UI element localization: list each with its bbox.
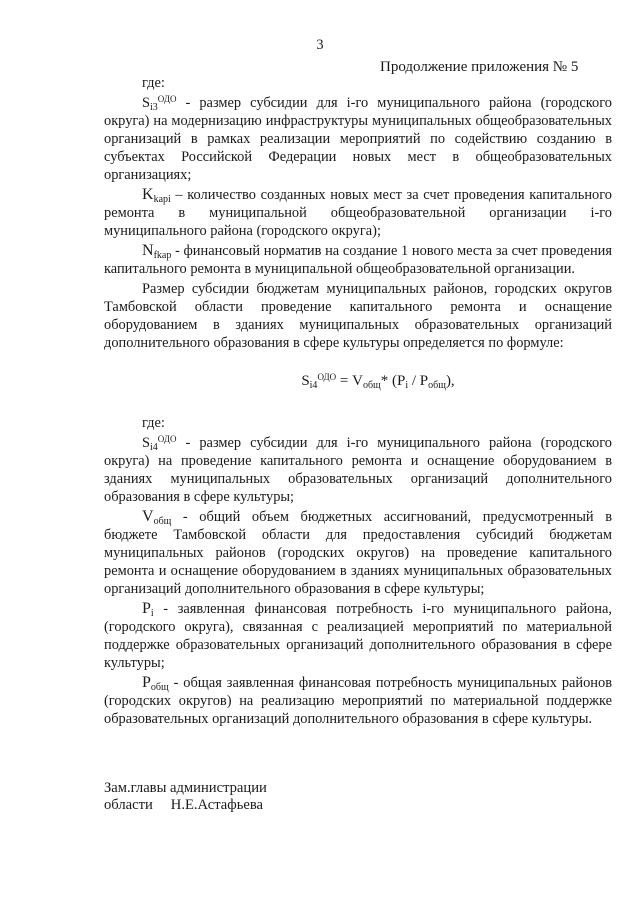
- definition-text: - заявленная финансовая потребность i-го муниципального района, (городского округа), связанная с реализацией мероприятий по материальной поддержке образовательных организаций дополнительного образования в сфере культуры;: [104, 601, 612, 671]
- document-body: [104, 74, 612, 728]
- definition-p-i: [104, 600, 612, 672]
- symbol-s: S: [142, 95, 151, 111]
- definition-s-i3: [104, 94, 612, 184]
- symbol-n-subscript: fkap: [153, 250, 172, 261]
- signature-line-2: [104, 797, 267, 814]
- formula-lhs-symbol: S: [301, 373, 310, 389]
- formula-lhs-subscript: i4: [309, 380, 318, 391]
- signature-region: области: [104, 797, 153, 813]
- definition-text: - размер субсидии для i-го муниципального района (городского округа) на модернизацию инфраструктуры муниципальных общеобразовательных организаций в рамках реализации мероприятий по содействию созданию в субъектах Российской Федерации новых мест в общеобразовательных организациях;: [104, 95, 612, 183]
- where-label-1: где:: [142, 75, 165, 91]
- symbol-v-subscript: общ: [153, 516, 172, 527]
- subsidy-formula: [104, 372, 612, 390]
- definition-text: - финансовый норматив на создание 1 нового места за счет проведения капитального ремонта в муниципальной общеобразовательной организации.: [104, 243, 612, 277]
- definition-text: - общий объем бюджетных ассигнований, предусмотренный в бюджете Тамбовской области для предоставления субсидий бюджетам муниципальных районов (городских округов) на проведение капитального ремонта и оснащение оборудованием в зданиях муниципальных образовательных организаций дополнительного образования в сфере культуры;: [104, 509, 612, 597]
- definition-n-fkap: [104, 242, 612, 278]
- symbol-v: V: [142, 508, 154, 525]
- formula-p-subscript: общ: [428, 380, 446, 391]
- formula-mult: * (P: [380, 373, 406, 389]
- symbol-s-subscript: i3: [150, 102, 158, 113]
- definition-s-i4: [104, 434, 612, 506]
- formula-pi-subscript: i: [405, 380, 409, 391]
- appendix-continuation-title: Продолжение приложения № 5: [380, 59, 579, 75]
- formula-v-symbol: V: [352, 373, 363, 389]
- symbol-s-subscript: i4: [150, 442, 158, 453]
- signature-position: Зам.главы администрации: [104, 780, 267, 796]
- symbol-p: P: [142, 674, 151, 691]
- definition-p-obsh: [104, 674, 612, 728]
- symbol-p: P: [142, 600, 151, 617]
- symbol-k-subscript: kapi: [153, 194, 171, 205]
- definition-text: - общая заявленная финансовая потребность муниципальных районов (городских округов) на реализацию мероприятий по материальной поддержке образовательных организаций дополнительного образования в сфере культуры.: [104, 675, 612, 727]
- definition-v-obsh: [104, 508, 612, 598]
- symbol-s-superscript: ОДО: [157, 94, 177, 104]
- formula-end: ),: [445, 373, 455, 389]
- symbol-p-subscript: общ: [150, 682, 169, 693]
- definition-text: - размер субсидии для i-го муниципального района (городского округа) на проведение капитального ремонта и оснащение оборудованием в зданиях муниципальных образовательных организаций дополнительного образования в сфере культуры;: [104, 435, 612, 505]
- formula-lhs-superscript: ОДО: [317, 372, 337, 382]
- where-label-2: где:: [142, 415, 165, 431]
- symbol-s: S: [142, 435, 151, 451]
- formula-slash: / P: [408, 373, 429, 389]
- symbol-n: N: [142, 242, 154, 259]
- definition-text: – количество созданных новых мест за счет проведения капитального ремонта в муниципальной общеобразовательной организации i-го муниципального района (городского округа);: [104, 187, 612, 239]
- symbol-s-superscript: ОДО: [157, 434, 177, 444]
- symbol-k: K: [142, 186, 154, 203]
- symbol-p-subscript: i: [150, 608, 154, 619]
- definition-k-kapi: [104, 186, 612, 240]
- signatory-name: Н.Е.Астафьева: [170, 797, 263, 813]
- formula-v-subscript: общ: [362, 380, 381, 391]
- page-number: 3: [316, 37, 324, 53]
- formula-intro-paragraph: Размер субсидии бюджетам муниципальных районов, городских округов Тамбовской области проведение капитального ремонта и оснащение оборудованием в зданиях муниципальных образовательных организаций дополнительного образования в сфере культуры определяется по формуле:: [104, 281, 612, 351]
- formula-equals: =: [336, 373, 353, 389]
- signature-block: [104, 780, 267, 814]
